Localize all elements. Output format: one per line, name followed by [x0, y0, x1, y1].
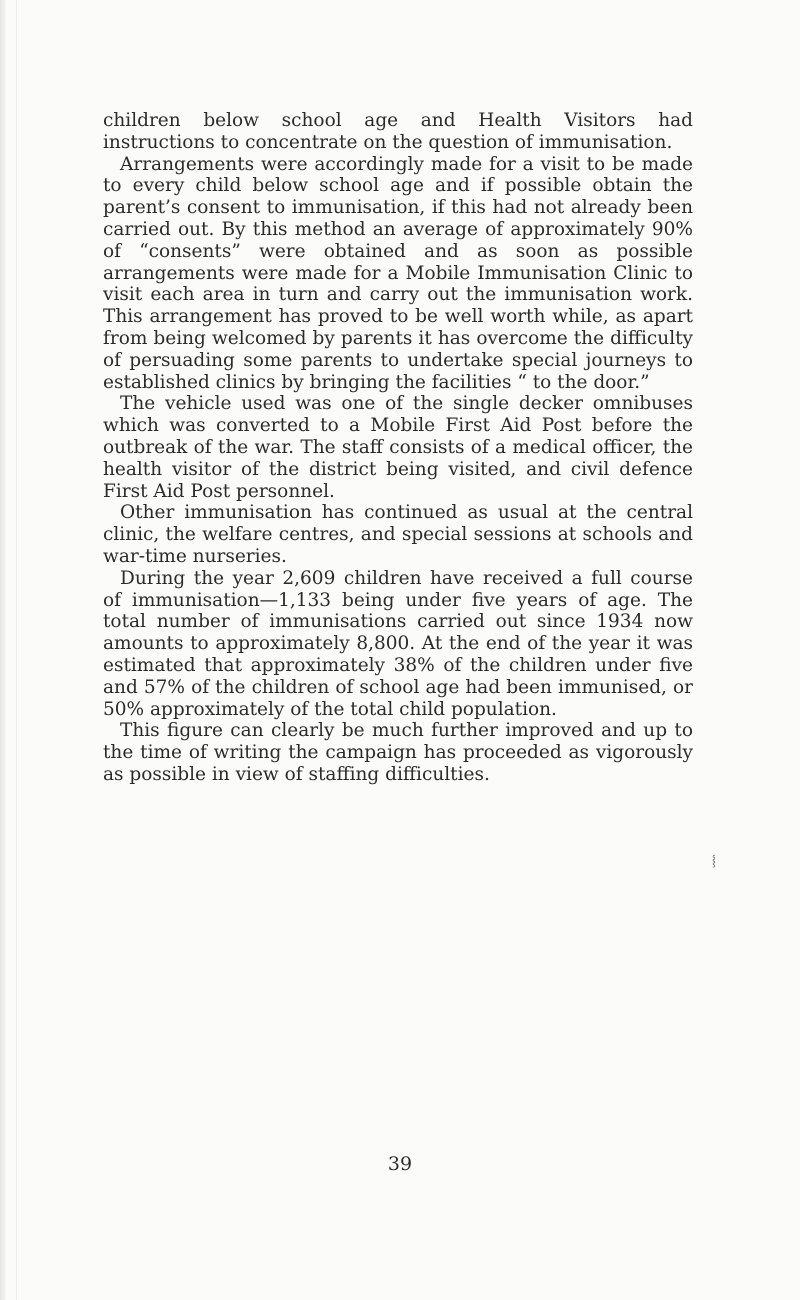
page-number: 39	[387, 1153, 413, 1175]
ink-mark: ⸾	[712, 854, 716, 867]
paragraph-other-immunisation: Other immunisation has continued as usual at the central clinic, the welfare centres, and special sessions at schools and war-time nurseries.	[103, 502, 693, 567]
paragraph-continuation: children below school age and Health Visitors had instructions to concentrate on the question of immunisation.	[103, 110, 693, 153]
binding-edge	[0, 0, 6, 1300]
body-text	[103, 110, 693, 786]
binding-crease	[16, 0, 17, 1300]
paragraph-vehicle: The vehicle used was one of the single decker omnibuses which was converted to a Mobile First Aid Post before the outbreak of the war. The staff consists of a medical officer, the health visitor of the district being visited, and civil defence First Aid Post personnel.	[103, 393, 693, 502]
paragraph-arrangements: Arrangements were accordingly made for a visit to be made to every child below school age and if possible obtain the parent’s consent to immunisation, if this had not already been carried out. By this method an average of approximately 90% of “consents” were obtained and as soon as possible arrangements were made for a Mobile Immunisation Clinic to visit each area in turn and carry out the immunisation work. This arrangement has proved to be well worth while, as apart from being welcomed by parents it has overcome the difficulty of persuading some parents to undertake special journeys to established clinics by bringing the facilities “ to the door.”	[103, 153, 693, 393]
paragraph-conclusion: This figure can clearly be much further improved and up to the time of writing the campaign has proceeded as vigorously as possible in view of staffing difficulties.	[103, 720, 693, 785]
paragraph-statistics: During the year 2,609 children have received a full course of immunisation—1,133 being under five years of age. The total number of immunisations carried out since 1934 now amounts to approximately 8,800. At the end of the year it was estimated that approximately 38% of the children under five and 57% of the children of school age had been immunised, or 50% approximately of the total child population.	[103, 567, 693, 720]
